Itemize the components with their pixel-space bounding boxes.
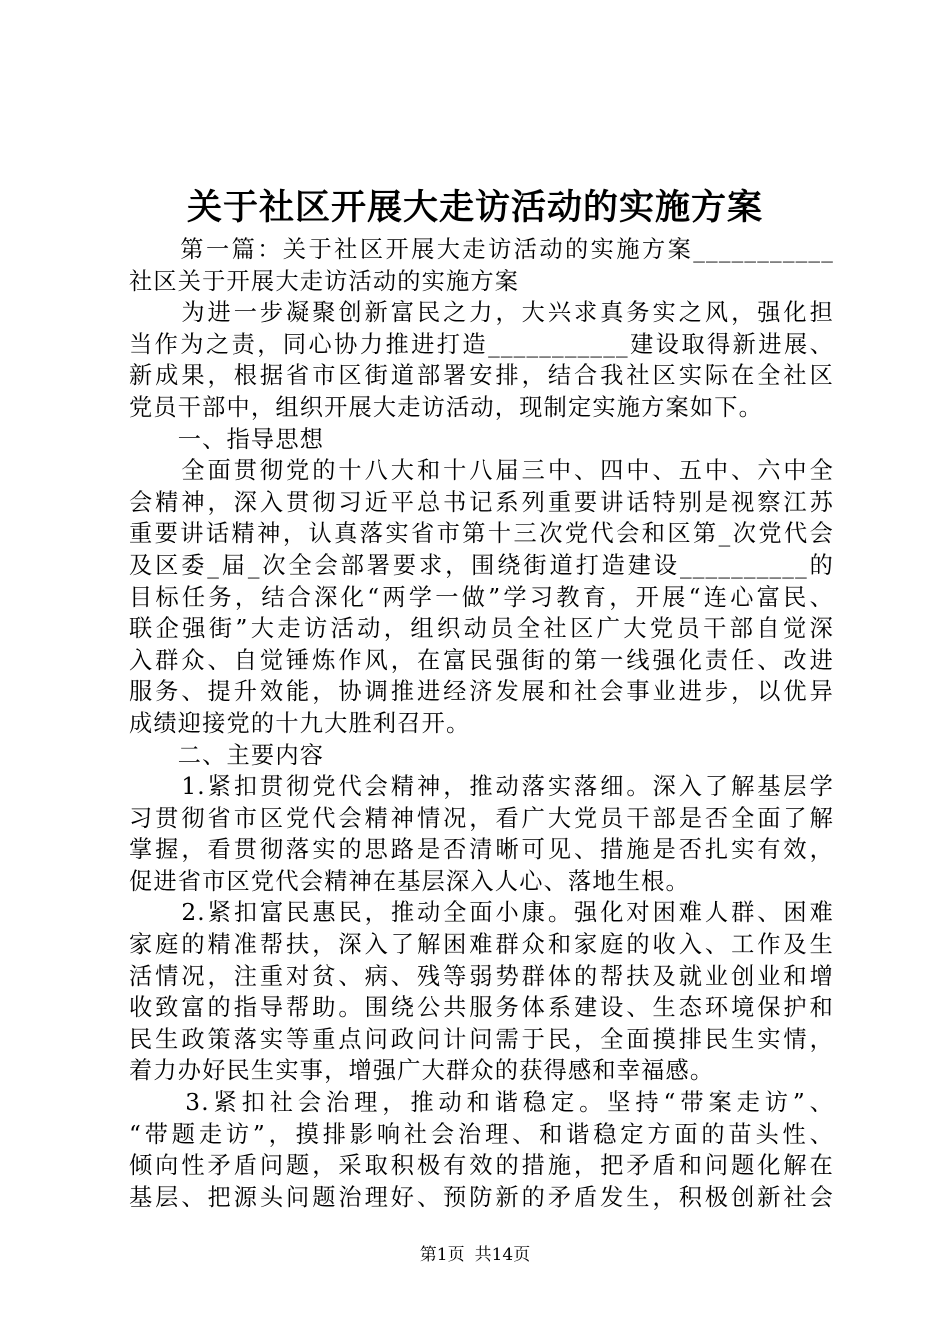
page-footer [0, 1243, 950, 1267]
text-line: 一、指导思想 [129, 425, 325, 453]
text-line: 成绩迎接党的十九大胜利召开。 [129, 709, 471, 737]
text-line: 促进省市区党代会精神在基层深入人心、落地生根。 [129, 867, 690, 895]
text-line: 当作为之责，同心协力推进打造___________建设取得新进展、 [129, 330, 834, 358]
text-line: 收致富的指导帮助。围绕公共服务体系建设、生态环境保护和 [129, 994, 834, 1022]
text-line: 1.紧扣贯彻党代会精神，推动落实落细。深入了解基层学 [129, 773, 834, 801]
text-line: 掌握，看贯彻落实的思路是否清晰可见、措施是否扎实有效， [129, 836, 834, 864]
text-line: 联企强街”大走访活动，组织动员全社区广大党员干部自觉深 [129, 615, 834, 643]
text-line: 家庭的精准帮扶，深入了解困难群众和家庭的收入、工作及生 [129, 931, 834, 959]
text-line: 倾向性矛盾问题，采取积极有效的措施，把矛盾和问题化解在 [129, 1152, 834, 1180]
text-line: 新成果，根据省市区街道部署安排，结合我社区实际在全社区 [129, 362, 834, 390]
text-line: 目标任务，结合深化“两学一做”学习教育，开展“连心富民、 [129, 583, 834, 611]
document-title: 关于社区开展大走访活动的实施方案 [186, 187, 763, 228]
text-line: 及区委_届_次全会部署要求，围绕街道打造建设__________的 [129, 551, 834, 579]
text-line: 重要讲话精神，认真落实省市第十三次党代会和区第_次党代会 [129, 520, 834, 548]
text-line: 服务、提升效能，协调推进经济发展和社会事业进步，以优异 [129, 678, 834, 706]
text-line: “带题走访”，摸排影响社会治理、和谐稳定方面的苗头性、 [129, 1120, 834, 1148]
text-line: 党员干部中，组织开展大走访活动，现制定实施方案如下。 [129, 393, 764, 421]
text-line: 2.紧扣富民惠民，推动全面小康。强化对困难人群、困难 [129, 899, 834, 927]
text-line: 活情况，注重对贫、病、残等弱势群体的帮扶及就业创业和增 [129, 962, 834, 990]
text-line: 3.紧扣社会治理，推动和谐稳定。坚持“带案走访”、 [129, 1089, 834, 1117]
text-line: 会精神，深入贯彻习近平总书记系列重要讲话特别是视察江苏 [129, 488, 834, 516]
text-line: 二、主要内容 [129, 741, 325, 769]
document-body [129, 234, 834, 1213]
text-line: 着力办好民生实事，增强广大群众的获得感和幸福感。 [129, 1057, 715, 1085]
page-count: 共14页 [474, 1245, 531, 1265]
text-line: 为进一步凝聚创新富民之力，大兴求真务实之风，强化担 [129, 299, 834, 327]
text-line: 民生政策落实等重点问政问计问需于民，全面摸排民生实情， [129, 1025, 834, 1053]
text-line: 基层、把源头问题治理好、预防新的矛盾发生，积极创新社会 [129, 1183, 834, 1211]
text-line: 入群众、自觉锤炼作风，在富民强街的第一线强化责任、改进 [129, 646, 834, 674]
text-line: 全面贯彻党的十八大和十八届三中、四中、五中、六中全 [129, 457, 834, 485]
text-line: 第一篇：关于社区开展大走访活动的实施方案___________ [129, 236, 834, 263]
text-line: 习贯彻省市区党代会精神情况，看广大党员干部是否全面了解 [129, 804, 834, 832]
text-line: 社区关于开展大走访活动的实施方案 [129, 267, 520, 295]
page-number: 第1页 [419, 1245, 465, 1265]
